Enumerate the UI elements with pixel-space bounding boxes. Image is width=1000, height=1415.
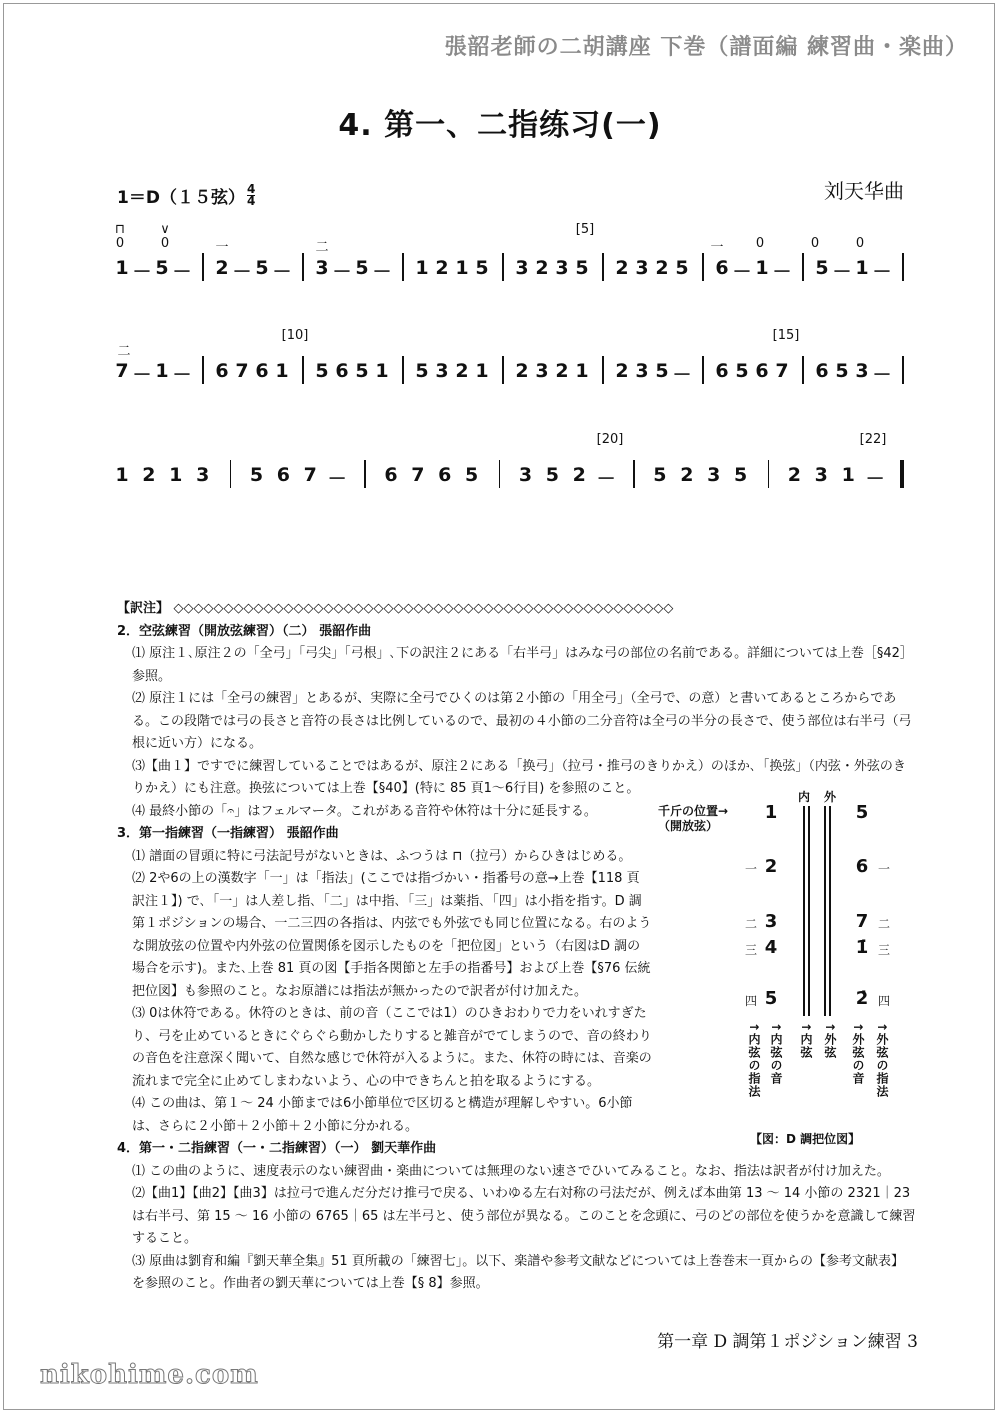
diagram-outer-finger: 四 [878, 994, 891, 1008]
score-mark: 0 [160, 236, 170, 251]
score-mark: ⊓ [114, 222, 126, 237]
score-note: － [872, 261, 892, 283]
score-note: － [872, 364, 892, 386]
score-mark: [22] [859, 432, 887, 447]
barline [702, 253, 704, 281]
barline [802, 253, 804, 281]
score-note: － [865, 468, 885, 490]
score-note: － [327, 468, 347, 490]
score-note: 3 [196, 464, 210, 486]
barline [602, 356, 604, 384]
section-4-para-3: ⑶ 原曲は劉育和編『劉天華全集』51 頁所載の「練習七」。以下、楽譜や参考文献などについては上巻巻末一頁からの【参考文献表】を参照のこと。作曲者の劉天華については上巻【§ 8】参照。 [132, 1253, 905, 1291]
final-barline [900, 460, 904, 488]
score-note: 5 [815, 257, 829, 279]
score-note: 1 [155, 360, 169, 382]
diagram-bottom-label: ↑外弦の指法 [875, 1022, 889, 1099]
score-note: － [596, 468, 616, 490]
score-note: 3 [855, 360, 869, 382]
score-mark: [15] [772, 328, 800, 343]
score-note: 1 [169, 464, 183, 486]
barline [502, 356, 504, 384]
score-note: 7 [411, 464, 425, 486]
score-note: － [372, 261, 392, 283]
score-mark: 0 [115, 236, 125, 251]
score-note: 5 [655, 360, 669, 382]
section-2-para-3: ⑶【曲１】ですでに練習していることではあるが、原注２にある「换弓」（拉弓・推弓のきりかえ）のほか､「换弦」（内弦・外弦のきりかえ）にも注意。换弦については上巻【§40】(特に 85 頁1～6行目) を参照のこと。 [132, 758, 906, 796]
diagram-outer-note: 2̇ [855, 988, 869, 1009]
score-note: 7 [775, 360, 789, 382]
diagram-line-4 [829, 806, 831, 1016]
key-text: 1＝D（１５弦） [117, 188, 245, 208]
score-note: 6 [755, 360, 769, 382]
annotations-heading: 【訳注】 ◇◇◇◇◇◇◇◇◇◇◇◇◇◇◇◇◇◇◇◇◇◇◇◇◇◇◇◇◇◇◇◇◇◇◇◇◇◇◇◇◇◇◇◇◇◇◇◇◇◇ [117, 601, 674, 616]
score-mark: 一 [215, 240, 229, 255]
barline [402, 253, 404, 281]
score-note: 2 [680, 464, 694, 486]
score-note: － [172, 364, 192, 386]
diagram-line-2 [808, 806, 810, 1016]
score-mark: 二 [117, 344, 131, 359]
score-note: 5 [733, 464, 748, 486]
score-note: 5 [355, 360, 369, 382]
barline [230, 460, 232, 488]
score-note: 7 [303, 464, 317, 486]
score-note: 1 [115, 464, 129, 486]
diagram-line-1 [803, 806, 805, 1016]
position-diagram [650, 780, 910, 1150]
score-note: 1 [275, 360, 289, 382]
barline [902, 356, 904, 384]
score-mark: [20] [596, 432, 624, 447]
section-3-para-2: ⑵ 2や6の上の漢数字「一」は「指法」(ここでは指づかい・指番号の意→上巻【118 頁訳注１】) で､「一」は人差し指､「二」は中指､「三」は薬指､「四」は小指を指す。D 調第１ポジションの場合、一二三四の各指は、内弦でも外弦でも同じ位置になる。右のような開放弦の位置や内外弦の位置関係を図示したものを「把位図」という（右図はD 調の場合を示す)。また､上巻 81 頁の図【手指各関節と左手の指番号】および上巻【§76 伝統把位図】も参照のこと。なお原譜には指法が無かったので訳者が付け加えた。 [132, 871, 652, 999]
diagram-bottom-label: ↑内弦 [799, 1022, 813, 1060]
score-note: － [172, 261, 192, 283]
score-note: 3 [635, 360, 649, 382]
score-note: 6 [215, 360, 229, 382]
diagram-inner-note: 2 [764, 856, 778, 877]
diagram-bottom-label: ↑内弦の音 [769, 1022, 783, 1086]
score-note: － [232, 261, 252, 283]
book-header: 張韶老師の二胡講座 下巻（譜面編 練習曲・楽曲） [444, 35, 968, 60]
diagram-inner-note: 4 [764, 937, 778, 958]
composer: 刘天华曲 [824, 179, 904, 203]
score-note: 6 [438, 464, 452, 486]
score-note: 3 [555, 257, 569, 279]
diagram-inner-label: 内 [798, 790, 811, 804]
score-note: 5 [315, 360, 329, 382]
score-note: 2 [215, 257, 229, 279]
diagram-outer-finger: 二 [878, 917, 891, 931]
score-note: 2 [535, 257, 549, 279]
score-note: 1 [415, 257, 429, 279]
score-note: 5 [735, 360, 749, 382]
score-mark: 二 [315, 240, 329, 255]
score-note: 1 [575, 360, 589, 382]
diagram-bottom-label: ↑外弦 [823, 1022, 837, 1060]
section-2-heading: 2．空弦練習（開放弦練習）（二） 張韶作曲 [117, 623, 372, 639]
score-note: 3 [635, 257, 649, 279]
score-note: 5 [475, 257, 489, 279]
barline [202, 253, 204, 281]
section-4-heading: 4．第一・二指練習（一・二指練習）（一） 劉天華作曲 [117, 1141, 437, 1156]
diagram-outer-label: 外 [824, 790, 837, 804]
section-3-para-4: ⑷ この曲は、第１～ 24 小節までは6小節単位で区切ると構造が理解しやすい。6小節は、さらに２小節＋２小節＋２小節に分かれる。 [132, 1096, 633, 1134]
score-note: 5 [545, 464, 559, 486]
score-note: 3 [707, 464, 721, 486]
score-note: 6 [715, 360, 729, 382]
barline [633, 460, 635, 488]
score-note: 1 [755, 257, 769, 279]
diagram-outer-note: 7 [855, 911, 869, 932]
score-note: 3 [435, 360, 449, 382]
diagram-inner-finger: 二 [745, 917, 758, 931]
score-note: 2 [515, 360, 529, 382]
score-note: 2 [572, 464, 586, 486]
score-note: 1 [475, 360, 489, 382]
score-note: 5 [249, 464, 264, 486]
meter-top: 4 [246, 182, 256, 196]
barline [402, 356, 404, 384]
score-note: 1 [855, 257, 869, 279]
diagram-outer-note: 5 [855, 802, 869, 823]
score-mark: 0 [810, 236, 820, 251]
score-note: 1 [375, 360, 389, 382]
score-note: 7 [115, 360, 129, 382]
diagram-bottom-label: ↑外弦の音 [851, 1022, 865, 1086]
section-3-heading: 3．第一指練習（一指練習） 張韶作曲 [117, 826, 339, 841]
meter-bottom: 4 [246, 194, 256, 208]
section-3-para-3: ⑶ 0は休符である。休符のときは、前の音（ここでは1）のひきおわりで力をいれすぎたり、弓を止めているときにぐらぐら動かしたりすると雑音がでてしまうので、音の終わりの音色を注意深く聞いて、自然な感じで休符が入るように。また、休符の時には、音楽の流れまで完全に止めてしまわないよう、心の中できちんと拍を取るようにする。 [132, 1006, 652, 1089]
score-note: 2 [655, 257, 669, 279]
score-note: 2 [555, 360, 569, 382]
section-4-para-1: ⑴ この曲のように、速度表示のない練習曲・楽曲については無理のない速さでひいてみること。なお、指法は訳者が付け加えた。 [132, 1163, 890, 1179]
piece-title: 4. 第一、二指练习(一) [338, 108, 662, 143]
diagram-inner-finger: 四 [745, 994, 758, 1008]
diagram-caption: 【図：D 調把位図】 [750, 1132, 861, 1146]
score-note: 1 [841, 464, 855, 486]
diagram-inner-note: 5 [764, 988, 778, 1009]
barline [902, 253, 904, 281]
score-note: 5 [155, 257, 169, 279]
diagram-inner-finger: 一 [745, 862, 758, 876]
score-note: － [732, 261, 752, 283]
section-3-para-1: ⑴ 譜面の冒頭に特に弓法記号がないときは、ふつうは ⊓（拉弓）からひきはじめる。 [132, 848, 632, 864]
barline [768, 460, 770, 488]
score-note: 6 [276, 464, 290, 486]
score-note: － [832, 261, 852, 283]
key-signature [117, 183, 255, 208]
barline [702, 356, 704, 384]
barline [802, 356, 804, 384]
barline [302, 253, 304, 281]
score-mark: 一 [710, 240, 724, 255]
score-note: 3 [515, 257, 529, 279]
score-note: 6 [815, 360, 829, 382]
diagram-inner-note: 3 [764, 911, 778, 932]
diagram-inner-finger: 三 [745, 943, 758, 957]
score-note: 5 [355, 257, 369, 279]
score-note: 5 [415, 360, 429, 382]
score-note: 2 [142, 464, 156, 486]
score-note: 5 [675, 257, 689, 279]
barline [502, 253, 504, 281]
barline [499, 460, 501, 488]
score-mark: ∨ [160, 222, 170, 237]
watermark: nikohime.com [40, 1360, 259, 1390]
score-note: 2 [435, 257, 449, 279]
score-note: － [272, 261, 292, 283]
score-note: 3 [315, 257, 329, 279]
score-note: － [672, 364, 692, 386]
barline [364, 460, 366, 488]
score-note: － [332, 261, 352, 283]
score-note: 6 [255, 360, 269, 382]
section-2-para-2: ⑵ 原注１には「全弓の練習」とあるが、実際に全弓でひくのは第２小節の「用全弓」（全弓で、の意）と書いてあるところからである。この段階では弓の長さと音符の長さは比例しているので、最初の４小節の二分音符は全弓の半分の長さで、使う部位は右半弓（弓根に近い方）になる。 [132, 691, 912, 751]
score-note: 6 [715, 257, 729, 279]
score-note: 1 [455, 257, 469, 279]
section-2-para-4: ⑷ 最終小節の「𝄐」はフェルマータ。これがある音符や休符は十分に延長する。 [132, 803, 597, 819]
score-note: 7 [235, 360, 249, 382]
score-note: 6 [384, 464, 398, 486]
diagram-bottom-label: ↑内弦の指法 [747, 1022, 761, 1099]
score-mark: [5] [575, 222, 595, 237]
score-note: 3 [518, 464, 533, 486]
barline [302, 356, 304, 384]
score-note: 6 [335, 360, 349, 382]
page-footer: 第一章 D 調第１ポジション練習 3 [657, 1332, 918, 1352]
time-signature [247, 184, 255, 207]
score-note: 5 [653, 464, 667, 486]
section-4-para-2: ⑵【曲1】【曲2】【曲3】は拉弓で進んだ分だけ推弓で戻る、いわゆる左右対称の弓法だが、例えば本曲第 13 ～ 14 小節の 2321｜23 は右半弓、第 15 ～ 16 小節の 6765｜65 は左半弓と、使う部位が異なる。このことを念頭に、弓のどの部位を使うかを意識して練習すること。 [132, 1186, 916, 1246]
score-note: 1 [115, 257, 129, 279]
score-note: 2 [615, 257, 629, 279]
score-note: － [132, 261, 152, 283]
score-note: － [132, 364, 152, 386]
barline [202, 356, 204, 384]
diagram-outer-note: 1̇ [855, 937, 869, 958]
barline [602, 253, 604, 281]
score-note: 5 [575, 257, 589, 279]
score-note: 5 [465, 464, 479, 486]
score-mark: [10] [281, 328, 309, 343]
section-2-para-1: ⑴ 原注１､原注２の「全弓」「弓尖」「弓根」､下の訳注２にある「右半弓」はみな弓の部位の名前である。詳細については上巻［§42］参照。 [132, 646, 913, 684]
score-note: 2 [615, 360, 629, 382]
score-note: 2 [787, 464, 802, 486]
score-note: 5 [255, 257, 269, 279]
open-string-label: 千斤の位置→（開放弦） [658, 804, 729, 833]
score-note: 5 [835, 360, 849, 382]
score-note: － [772, 261, 792, 283]
diagram-outer-finger: 一 [878, 862, 891, 876]
score-note: 2 [455, 360, 469, 382]
score-mark: 0 [855, 236, 865, 251]
diagram-outer-note: 6 [855, 856, 869, 877]
score-mark: 0 [755, 236, 765, 251]
diagram-line-3 [824, 806, 826, 1016]
diagram-outer-finger: 三 [878, 943, 891, 957]
score-note: 3 [535, 360, 549, 382]
score-note: 3 [814, 464, 828, 486]
diagram-inner-note: 1 [764, 802, 778, 823]
